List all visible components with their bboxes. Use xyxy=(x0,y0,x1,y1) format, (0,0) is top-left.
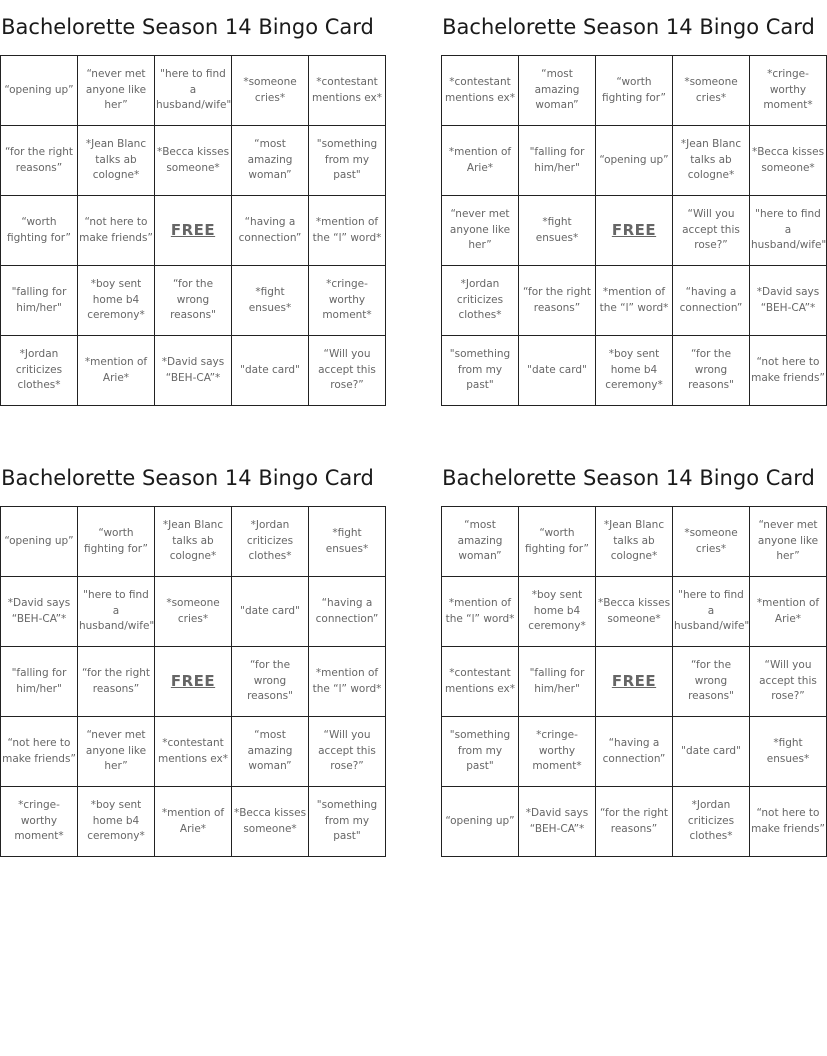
bingo-cell: “for the wrong reasons" xyxy=(155,266,232,336)
bingo-cell: *mention of Arie* xyxy=(78,336,155,406)
bingo-cell: “for the wrong reasons" xyxy=(232,647,309,717)
bingo-row xyxy=(442,577,827,647)
bingo-cell: *contestant mentions ex* xyxy=(442,647,519,717)
bingo-row xyxy=(1,336,386,406)
bingo-cell: “for the right reasons” xyxy=(78,647,155,717)
free-space-cell: FREE xyxy=(155,647,232,717)
bingo-cell: *mention of Arie* xyxy=(155,787,232,857)
bingo-row xyxy=(442,647,827,717)
bingo-cell: *boy sent home b4 ceremony* xyxy=(519,577,596,647)
bingo-cell: “Will you accept this rose?” xyxy=(309,336,386,406)
bingo-row xyxy=(1,126,386,196)
card-title: Bachelorette Season 14 Bingo Card xyxy=(442,466,815,490)
bingo-cell: "date card" xyxy=(232,336,309,406)
bingo-cell: *mention of Arie* xyxy=(442,126,519,196)
bingo-cell: *mention of the “l” word* xyxy=(309,196,386,266)
bingo-cell: “not here to make friends” xyxy=(1,717,78,787)
bingo-cell: “for the right reasons” xyxy=(1,126,78,196)
bingo-cell: *Jordan criticizes clothes* xyxy=(442,266,519,336)
bingo-row xyxy=(442,266,827,336)
bingo-cell: “having a connection” xyxy=(232,196,309,266)
free-space-cell: FREE xyxy=(596,647,673,717)
bingo-cell: *contestant mentions ex* xyxy=(309,56,386,126)
bingo-row xyxy=(1,717,386,787)
bingo-cell: *David says “BEH-CA”* xyxy=(750,266,827,336)
bingo-cell: *fight ensues* xyxy=(519,196,596,266)
bingo-cell: *Jordan criticizes clothes* xyxy=(1,336,78,406)
bingo-cell: *cringe-worthy moment* xyxy=(750,56,827,126)
bingo-cell: "here to find a husband/wife" xyxy=(750,196,827,266)
card-title: Bachelorette Season 14 Bingo Card xyxy=(442,15,815,39)
bingo-cell: “not here to make friends” xyxy=(750,787,827,857)
bingo-cell: "falling for him/her" xyxy=(1,266,78,336)
bingo-cell: “worth fighting for” xyxy=(1,196,78,266)
bingo-cell: *Becca kisses someone* xyxy=(596,577,673,647)
bingo-cell: “for the wrong reasons" xyxy=(673,647,750,717)
bingo-cell: “not here to make friends” xyxy=(78,196,155,266)
bingo-cell: *fight ensues* xyxy=(309,507,386,577)
bingo-cell: "falling for him/her" xyxy=(519,126,596,196)
bingo-cell: “opening up” xyxy=(1,56,78,126)
card-title: Bachelorette Season 14 Bingo Card xyxy=(1,466,374,490)
bingo-cell: *boy sent home b4 ceremony* xyxy=(78,787,155,857)
bingo-cell: “never met anyone like her” xyxy=(442,196,519,266)
bingo-cell: “most amazing woman” xyxy=(232,717,309,787)
bingo-cell: *Becca kisses someone* xyxy=(750,126,827,196)
bingo-row xyxy=(442,507,827,577)
bingo-cell: *fight ensues* xyxy=(232,266,309,336)
bingo-cell: *Jordan criticizes clothes* xyxy=(232,507,309,577)
bingo-cell: *cringe-worthy moment* xyxy=(519,717,596,787)
bingo-cell: “worth fighting for” xyxy=(596,56,673,126)
bingo-cell: *Becca kisses someone* xyxy=(232,787,309,857)
bingo-row xyxy=(442,787,827,857)
bingo-cell: *Jean Blanc talks ab cologne* xyxy=(596,507,673,577)
bingo-cell: *someone cries* xyxy=(673,56,750,126)
bingo-cell: *Jordan criticizes clothes* xyxy=(673,787,750,857)
bingo-cell: "date card" xyxy=(232,577,309,647)
bingo-card xyxy=(0,451,382,857)
free-space-cell: FREE xyxy=(155,196,232,266)
bingo-cell: “opening up” xyxy=(1,507,78,577)
bingo-cell: *someone cries* xyxy=(232,56,309,126)
bingo-cell: “for the wrong reasons" xyxy=(673,336,750,406)
free-space-cell: FREE xyxy=(596,196,673,266)
bingo-cell: *someone cries* xyxy=(673,507,750,577)
bingo-row xyxy=(1,787,386,857)
bingo-grid xyxy=(441,506,827,857)
bingo-cell: “most amazing woman” xyxy=(442,507,519,577)
bingo-cell: “most amazing woman” xyxy=(232,126,309,196)
bingo-cell: “never met anyone like her” xyxy=(78,56,155,126)
bingo-cell: *cringe-worthy moment* xyxy=(1,787,78,857)
bingo-cell: *boy sent home b4 ceremony* xyxy=(78,266,155,336)
bingo-cell: *contestant mentions ex* xyxy=(442,56,519,126)
bingo-cell: “opening up” xyxy=(596,126,673,196)
bingo-row xyxy=(1,56,386,126)
bingo-cell: “worth fighting for” xyxy=(519,507,596,577)
bingo-cell: “never met anyone like her” xyxy=(78,717,155,787)
bingo-row xyxy=(1,266,386,336)
bingo-cell: *David says “BEH-CA”* xyxy=(519,787,596,857)
bingo-cell: “having a connection” xyxy=(309,577,386,647)
bingo-cell: "something from my past" xyxy=(309,126,386,196)
bingo-cell: "something from my past" xyxy=(442,717,519,787)
bingo-row xyxy=(442,196,827,266)
bingo-cell: "date card" xyxy=(519,336,596,406)
bingo-cell: *David says “BEH-CA”* xyxy=(1,577,78,647)
bingo-cell: *Jean Blanc talks ab cologne* xyxy=(155,507,232,577)
bingo-cell: “worth fighting for” xyxy=(78,507,155,577)
bingo-cell: "something from my past" xyxy=(309,787,386,857)
bingo-cell: “Will you accept this rose?” xyxy=(309,717,386,787)
bingo-cell: "falling for him/her" xyxy=(1,647,78,717)
bingo-cell: *contestant mentions ex* xyxy=(155,717,232,787)
bingo-cell: “Will you accept this rose?” xyxy=(673,196,750,266)
bingo-cell: *Jean Blanc talks ab cologne* xyxy=(673,126,750,196)
bingo-cell: “not here to make friends” xyxy=(750,336,827,406)
bingo-cell: "date card" xyxy=(673,717,750,787)
bingo-cell: “most amazing woman” xyxy=(519,56,596,126)
bingo-cell: *fight ensues* xyxy=(750,717,827,787)
bingo-card xyxy=(441,0,827,406)
bingo-cell: "falling for him/her" xyxy=(519,647,596,717)
bingo-cell: "here to find a husband/wife" xyxy=(155,56,232,126)
bingo-cell: “never met anyone like her” xyxy=(750,507,827,577)
bingo-cell: *cringe-worthy moment* xyxy=(309,266,386,336)
bingo-row xyxy=(442,56,827,126)
bingo-card xyxy=(0,0,382,406)
bingo-cell: *Becca kisses someone* xyxy=(155,126,232,196)
bingo-cell: “having a connection” xyxy=(673,266,750,336)
bingo-cell: *Jean Blanc talks ab cologne* xyxy=(78,126,155,196)
bingo-grid xyxy=(0,506,386,857)
bingo-row xyxy=(442,126,827,196)
bingo-cell: *boy sent home b4 ceremony* xyxy=(596,336,673,406)
bingo-cell: “having a connection” xyxy=(596,717,673,787)
bingo-cell: *mention of Arie* xyxy=(750,577,827,647)
card-title: Bachelorette Season 14 Bingo Card xyxy=(1,15,374,39)
bingo-cell: *mention of the “l” word* xyxy=(442,577,519,647)
bingo-row xyxy=(442,717,827,787)
bingo-card xyxy=(441,451,825,857)
bingo-cell: *mention of the “l” word* xyxy=(596,266,673,336)
bingo-cell: “for the right reasons” xyxy=(596,787,673,857)
bingo-cell: "here to find a husband/wife" xyxy=(673,577,750,647)
bingo-grid xyxy=(441,55,827,406)
bingo-cell: “opening up” xyxy=(442,787,519,857)
bingo-cell: *mention of the “l” word* xyxy=(309,647,386,717)
bingo-row xyxy=(1,196,386,266)
bingo-row xyxy=(1,647,386,717)
bingo-cell: “for the right reasons” xyxy=(519,266,596,336)
bingo-row xyxy=(1,577,386,647)
bingo-cell: “Will you accept this rose?” xyxy=(750,647,827,717)
bingo-cell: "here to find a husband/wife" xyxy=(78,577,155,647)
bingo-row xyxy=(1,507,386,577)
bingo-cell: "something from my past" xyxy=(442,336,519,406)
bingo-cell: *David says “BEH-CA”* xyxy=(155,336,232,406)
bingo-grid xyxy=(0,55,386,406)
bingo-cell: *someone cries* xyxy=(155,577,232,647)
bingo-row xyxy=(442,336,827,406)
